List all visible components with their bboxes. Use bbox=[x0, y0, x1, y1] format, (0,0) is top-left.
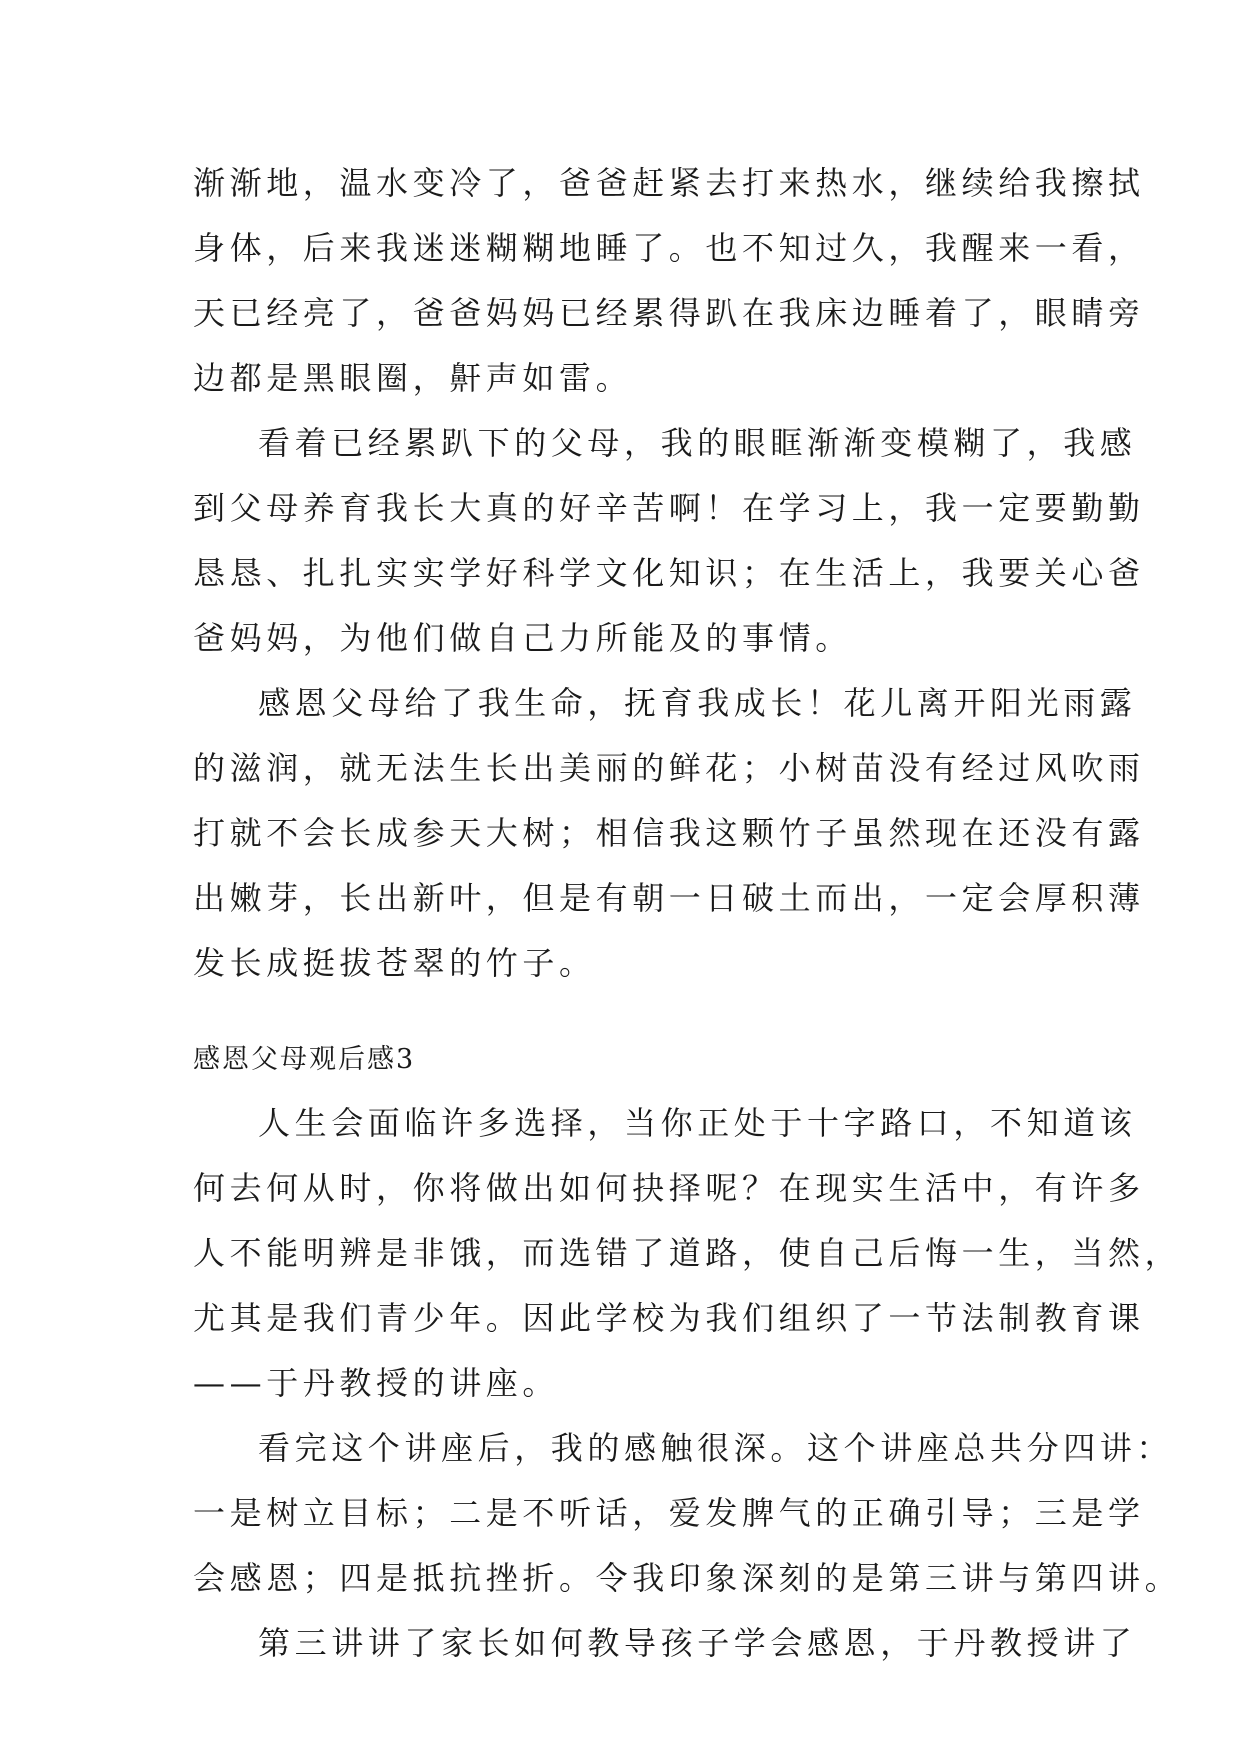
text-line: 会感恩；四是抵抗挫折。令我印象深刻的是第三讲与第四讲。 bbox=[193, 1559, 1182, 1597]
text-line: 的滋润，就无法生长出美丽的鲜花；小树苗没有经过风吹雨 bbox=[193, 749, 1145, 787]
text-line: 一是树立目标；二是不听话，爱发脾气的正确引导；三是学 bbox=[193, 1494, 1145, 1532]
text-line: 看着已经累趴下的父母，我的眼眶渐渐变模糊了，我感 bbox=[258, 424, 1137, 462]
text-line: 出嫩芽，长出新叶，但是有朝一日破土而出，一定会厚积薄 bbox=[193, 879, 1145, 917]
text-line: 恳恳、扎扎实实学好科学文化知识；在生活上，我要关心爸 bbox=[193, 554, 1145, 592]
text-line: ——于丹教授的讲座。 bbox=[193, 1364, 560, 1402]
text-line: 发长成挺拔苍翠的竹子。 bbox=[193, 944, 596, 982]
text-line: 看完这个讲座后，我的感触很深。这个讲座总共分四讲： bbox=[258, 1429, 1174, 1467]
text-line: 人生会面临许多选择，当你正处于十字路口，不知道该 bbox=[258, 1104, 1137, 1142]
text-line: 人不能明辨是非饿，而选错了道路，使自己后悔一生，当然， bbox=[193, 1234, 1182, 1272]
text-line: 边都是黑眼圈，鼾声如雷。 bbox=[193, 359, 633, 397]
text-line: 到父母养育我长大真的好辛苦啊！在学习上，我一定要勤勤 bbox=[193, 489, 1145, 527]
text-line: 身体，后来我迷迷糊糊地睡了。也不知过久，我醒来一看， bbox=[193, 229, 1145, 267]
text-line: 感恩父母给了我生命，抚育我成长！花儿离开阳光雨露 bbox=[258, 684, 1137, 722]
section-heading: 感恩父母观后感3 bbox=[193, 1044, 416, 1075]
text-line: 第三讲讲了家长如何教导孩子学会感恩，于丹教授讲了 bbox=[258, 1624, 1137, 1662]
text-line: 打就不会长成参天大树；相信我这颗竹子虽然现在还没有露 bbox=[193, 814, 1145, 852]
text-line: 渐渐地，温水变冷了，爸爸赶紧去打来热水，继续给我擦拭 bbox=[193, 164, 1145, 202]
text-line: 爸妈妈，为他们做自己力所能及的事情。 bbox=[193, 619, 852, 657]
text-line: 天已经亮了，爸爸妈妈已经累得趴在我床边睡着了，眼睛旁 bbox=[193, 294, 1145, 332]
text-line: 何去何从时，你将做出如何抉择呢？在现实生活中，有许多 bbox=[193, 1169, 1145, 1207]
text-line: 尤其是我们青少年。因此学校为我们组织了一节法制教育课 bbox=[193, 1299, 1145, 1337]
